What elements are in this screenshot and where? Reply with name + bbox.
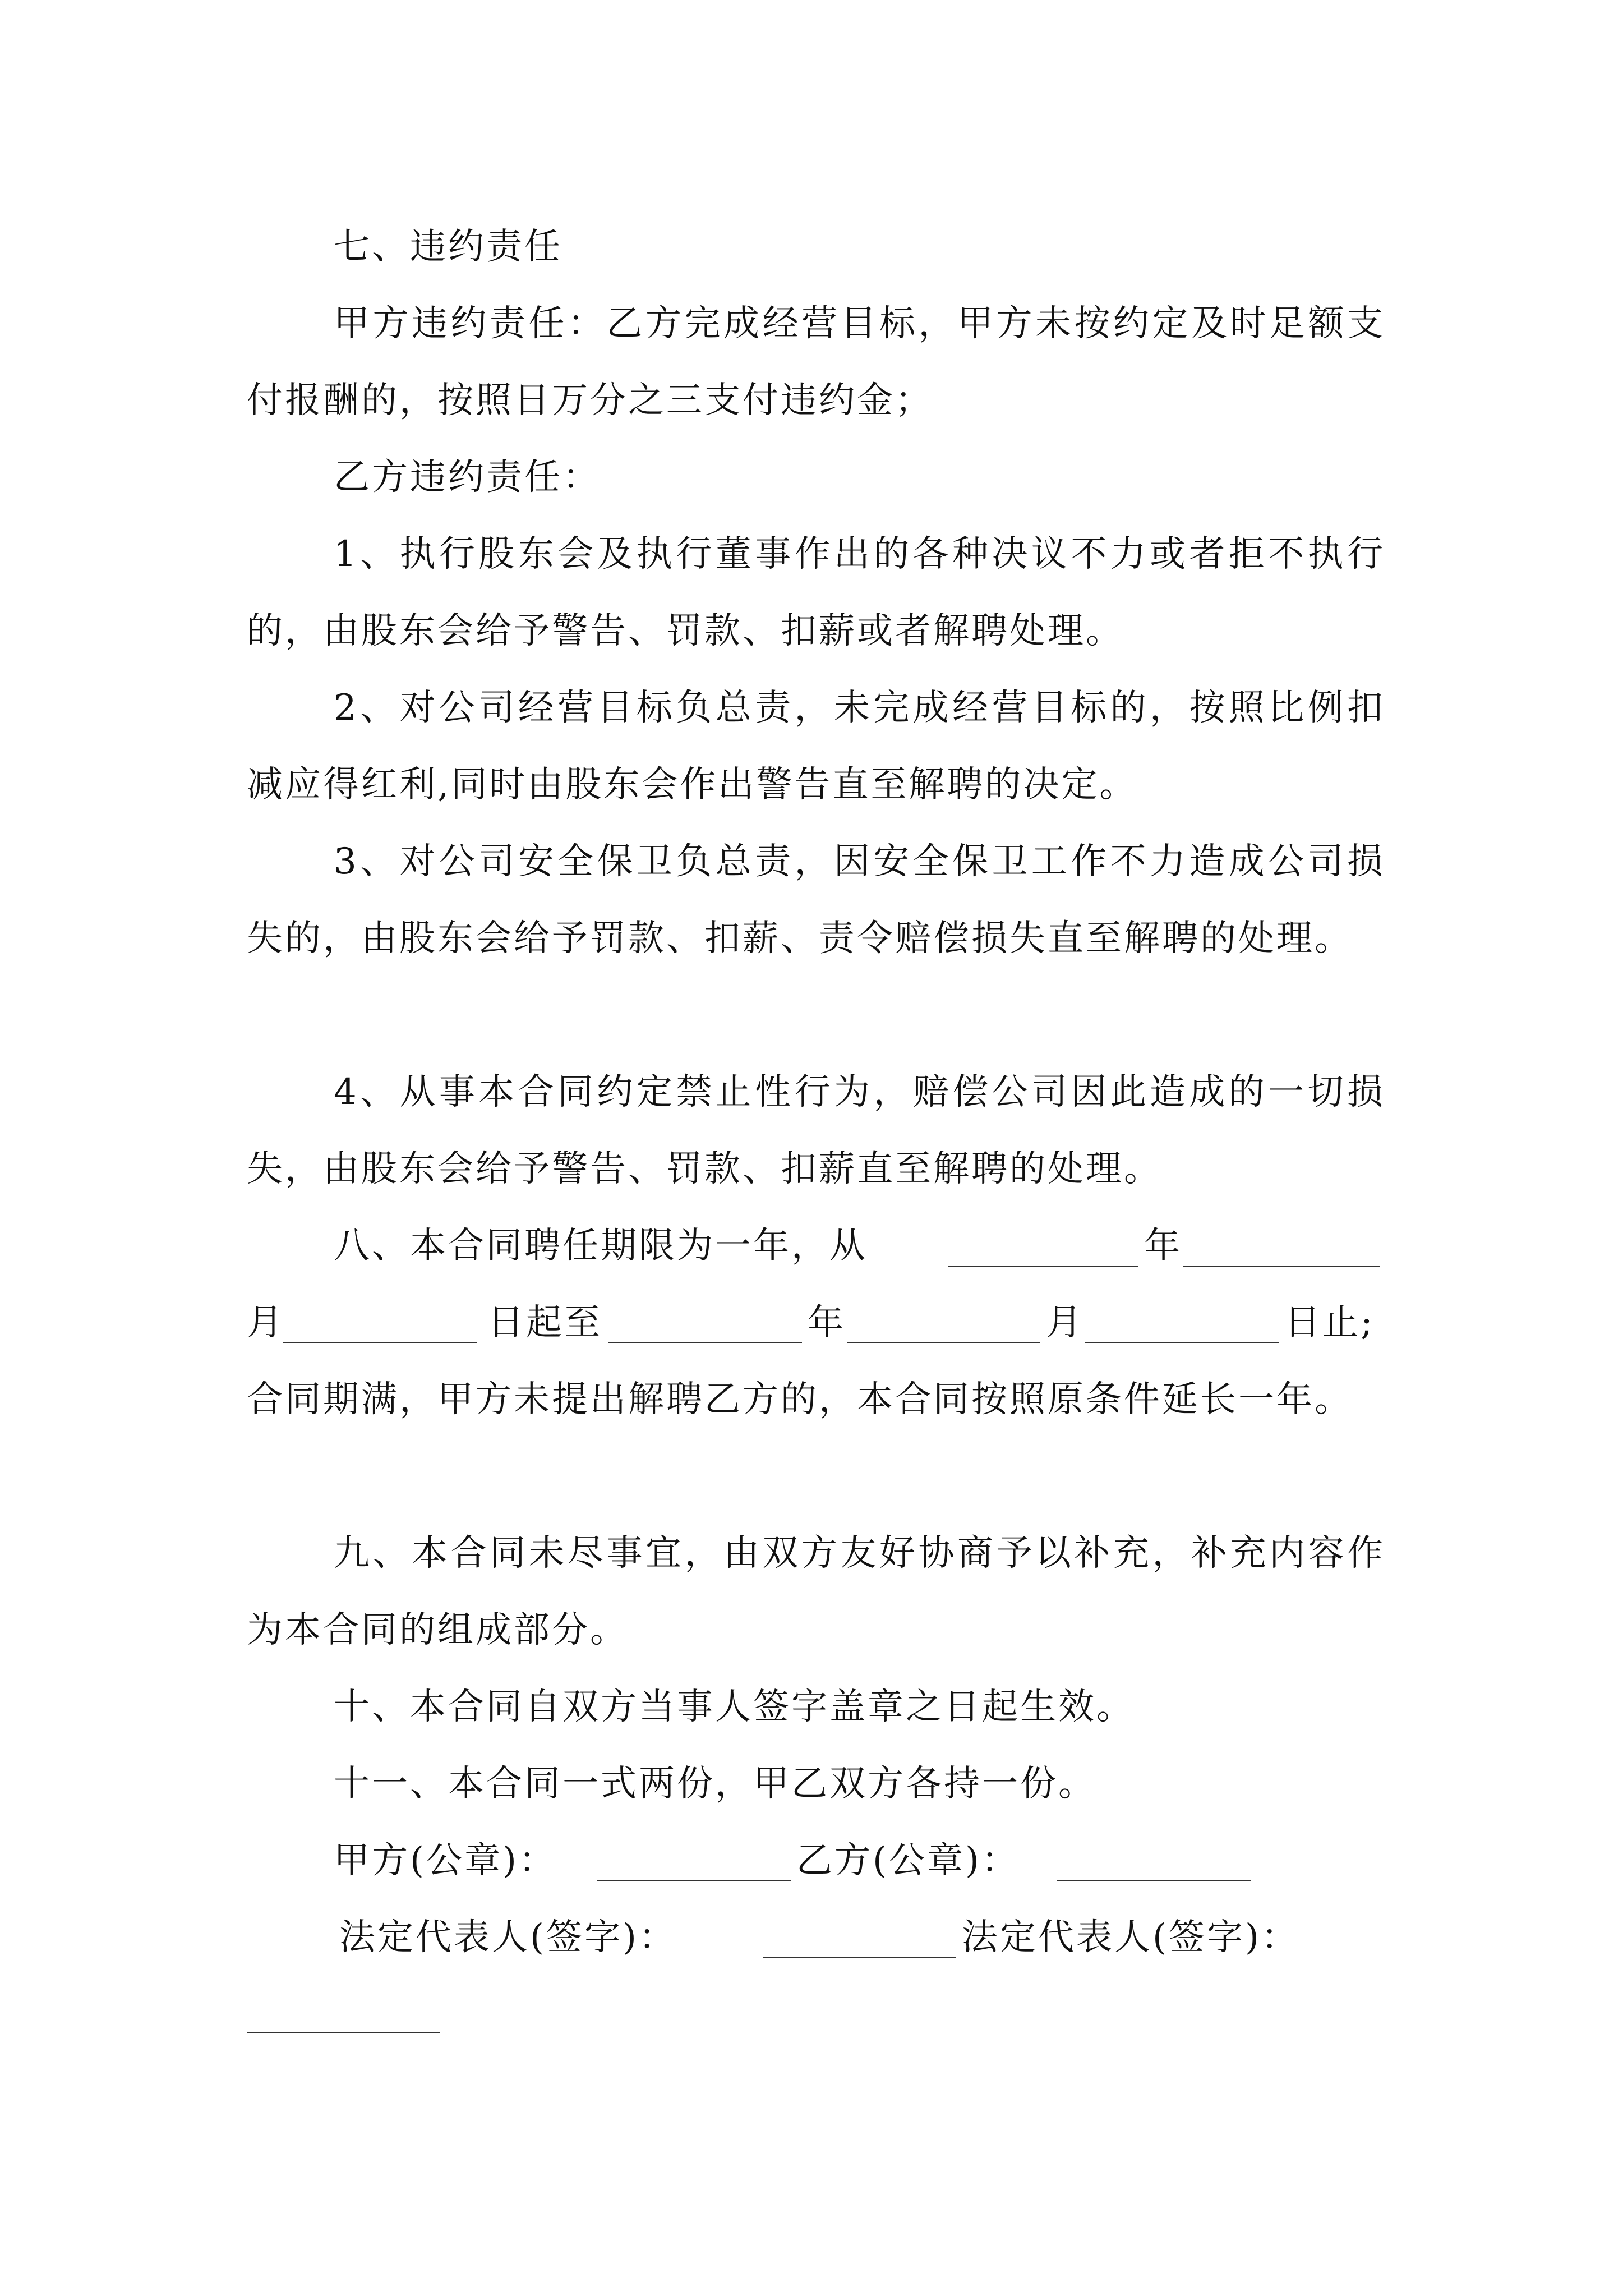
section-8-prefix: 八、本合同聘任期限为一年，从 — [334, 1225, 868, 1267]
party-b-seal-label: 乙方(公章)： — [796, 1840, 1020, 1881]
section-11: 十一、本合同一式两份，甲乙双方各持一份。 — [334, 1763, 1096, 1805]
blank-year-start — [948, 1266, 1138, 1267]
party-b-rep-label: 法定代表人(签字)： — [962, 1917, 1299, 1958]
section-7-title: 七、违约责任 — [334, 226, 562, 268]
section-7-item-3: 3、对公司安全保卫负总责，因安全保卫工作不力造成公司损失的，由股东会给予罚款、扣薪、责令赔偿损失直至解聘的处理。 — [247, 841, 1385, 959]
blank-month-start-part — [1183, 1266, 1380, 1267]
section-7-party-b-title: 乙方违约责任： — [334, 457, 601, 498]
section-7-item-2: 2、对公司经营目标负总责，未完成经营目标的，按照比例扣减应得红利,同时由股东会作出警告直至解聘的决定。 — [247, 687, 1385, 806]
section-8-year-label-2: 年 — [808, 1302, 846, 1343]
section-7-party-a-liability: 甲方违约责任：乙方完成经营目标，甲方未按约定及时足额支付报酬的，按照日万分之三支付违约金； — [247, 303, 1385, 421]
party-a-rep-blank — [763, 1957, 956, 1958]
party-b-rep-blank — [247, 2032, 440, 2033]
section-10: 十、本合同自双方当事人签字盖章之日起生效。 — [334, 1686, 1135, 1728]
blank-day-end — [1085, 1342, 1279, 1343]
party-b-seal-blank — [1057, 1880, 1251, 1881]
party-a-seal-label: 甲方(公章)： — [334, 1840, 557, 1881]
section-8-renewal: 合同期满，甲方未提出解聘乙方的，本合同按照原条件延长一年。 — [247, 1379, 1353, 1420]
blank-month-end — [847, 1342, 1040, 1343]
section-8-day-end: 日止; — [1284, 1302, 1375, 1343]
section-8-year-label-1: 年 — [1144, 1225, 1182, 1267]
section-9: 九、本合同未尽事宜，由双方友好协商予以补充，补充内容作为本合同的组成部分。 — [247, 1533, 1385, 1651]
section-7-item-1: 1、执行股东会及执行董事作出的各种决议不力或者拒不执行的，由股东会给予警告、罚款、扣薪或者解聘处理。 — [247, 533, 1385, 652]
party-a-rep-label: 法定代表人(签字)： — [339, 1917, 677, 1958]
section-7-item-4: 4、从事本合同约定禁止性行为，赔偿公司因此造成的一切损失，由股东会给予警告、罚款、扣薪直至解聘的处理。 — [247, 1071, 1385, 1190]
section-8-day-from: 日起至 — [488, 1302, 602, 1343]
section-8-month-label-1: 月 — [247, 1302, 285, 1343]
section-8-month-label-2: 月 — [1046, 1302, 1084, 1343]
blank-day-start — [283, 1342, 477, 1343]
party-a-seal-blank — [597, 1880, 791, 1881]
blank-year-end — [608, 1342, 802, 1343]
